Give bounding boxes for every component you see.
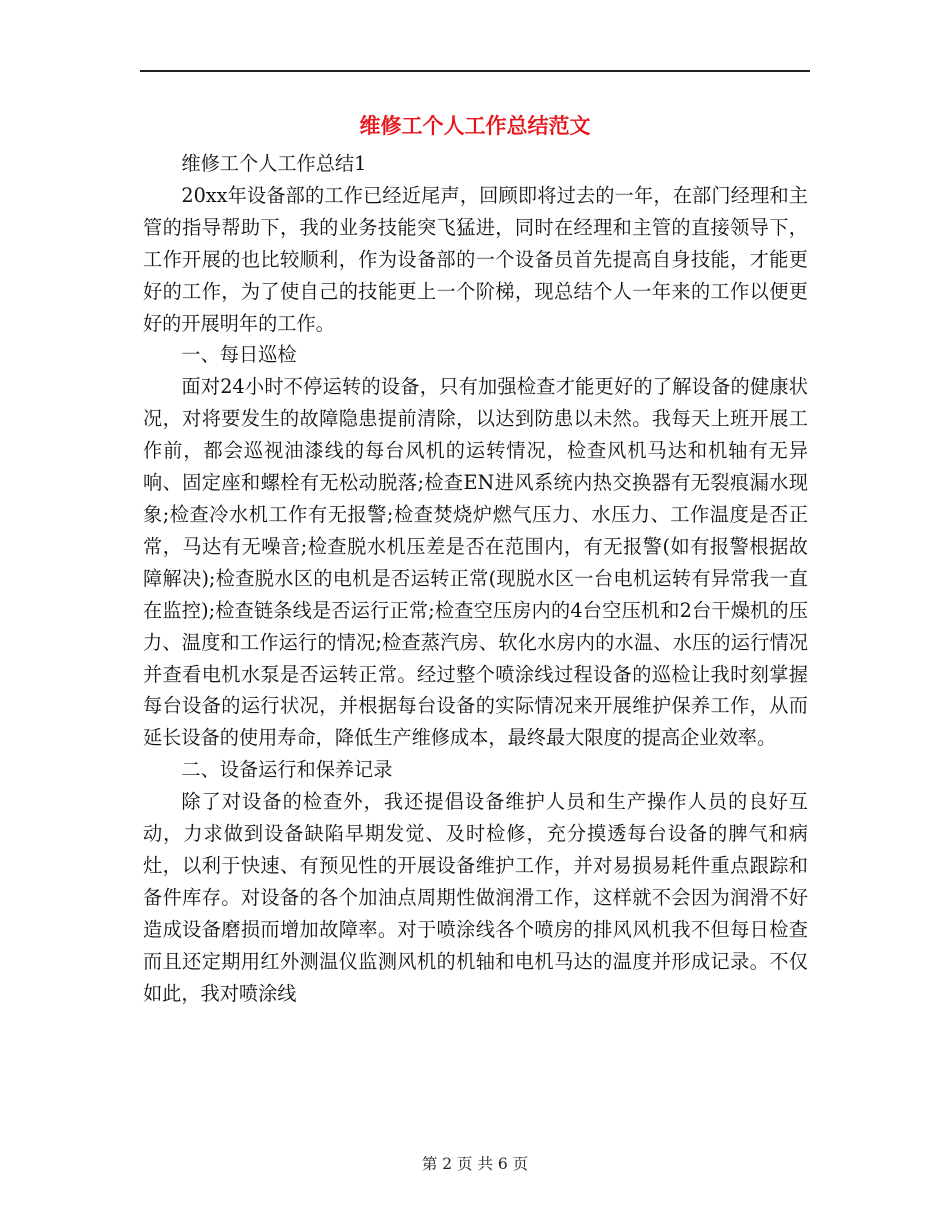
header-rule [140, 70, 810, 72]
document-body [143, 148, 808, 1009]
section-heading-summary: 维修工个人工作总结1 [181, 152, 367, 175]
intro-paragraph: 20xx年设备部的工作已经近尾声，回顾即将过去的一年，在部门经理和主管的指导帮助下，我的业务技能突飞猛进，同时在经理和主管的直接领导下，工作开展的也比较顺利，作为设备部的一个设备员首先提高自身技能，才能更好的工作，为了使自己的技能更上一个阶梯，现总结个人一年来的工作以便更好的开展明年的工作。 [143, 183, 808, 335]
section-heading-maintenance-records: 二、设备运行和保养记录 [181, 758, 393, 782]
page-number: 第 2 页 共 6 页 [421, 1155, 529, 1173]
maintenance-records-paragraph: 除了对设备的检查外，我还提倡设备维护人员和生产操作人员的良好互动，力求做到设备缺陷早期发觉、及时检修，充分摸透每台设备的脾气和病灶，以利于快速、有预见性的开展设备维护工作，并对易损易耗件重点跟踪和备件库存。对设备的各个加油点周期性做润滑工作，这样就不会因为润滑不好造成设备磨损而增加故障率。对于喷涂线各个喷房的排风风机我不但每日检查而且还定期用红外测温仪监测风机的机轴和电机马达的温度并形成记录。不仅如此，我对喷涂线 [143, 790, 808, 1005]
section-heading-daily-inspection: 一、每日巡检 [181, 343, 297, 367]
daily-inspection-paragraph: 面对24小时不停运转的设备，只有加强检查才能更好的了解设备的健康状况，对将要发生的故障隐患提前清除，以达到防患以未然。我每天上班开展工作前，都会巡视油漆线的每台风机的运转情况，检查风机马达和机轴有无异响、固定座和螺栓有无松动脱落;检查EN进风系统内热交换器有无裂痕漏水现象;检查冷水机工作有无报警;检查焚烧炉燃气压力、水压力、工作温度是否正常，马达有无噪音;检查脱水机压差是否在范围内，有无报警(如有报警根据故障解决);检查脱水区的电机是否运转正常(现脱水区一台电机运转有异常我一直在监控);检查链条线是否运行正常;检查空压房内的4台空压机和2台干燥机的压力、温度和工作运行的情况;检查蒸汽房、软化水房内的水温、水压的运行情况并查看电机水泵是否运转正常。经过整个喷涂线过程设备的巡检让我时刻掌握每台设备的运行状况，并根据每台设备的实际情况来开展维护保养工作，从而延长设备的使用寿命，降低生产维修成本，最终最大限度的提高企业效率。 [143, 375, 808, 750]
document-title: 维修工个人工作总结范文 [359, 114, 591, 138]
